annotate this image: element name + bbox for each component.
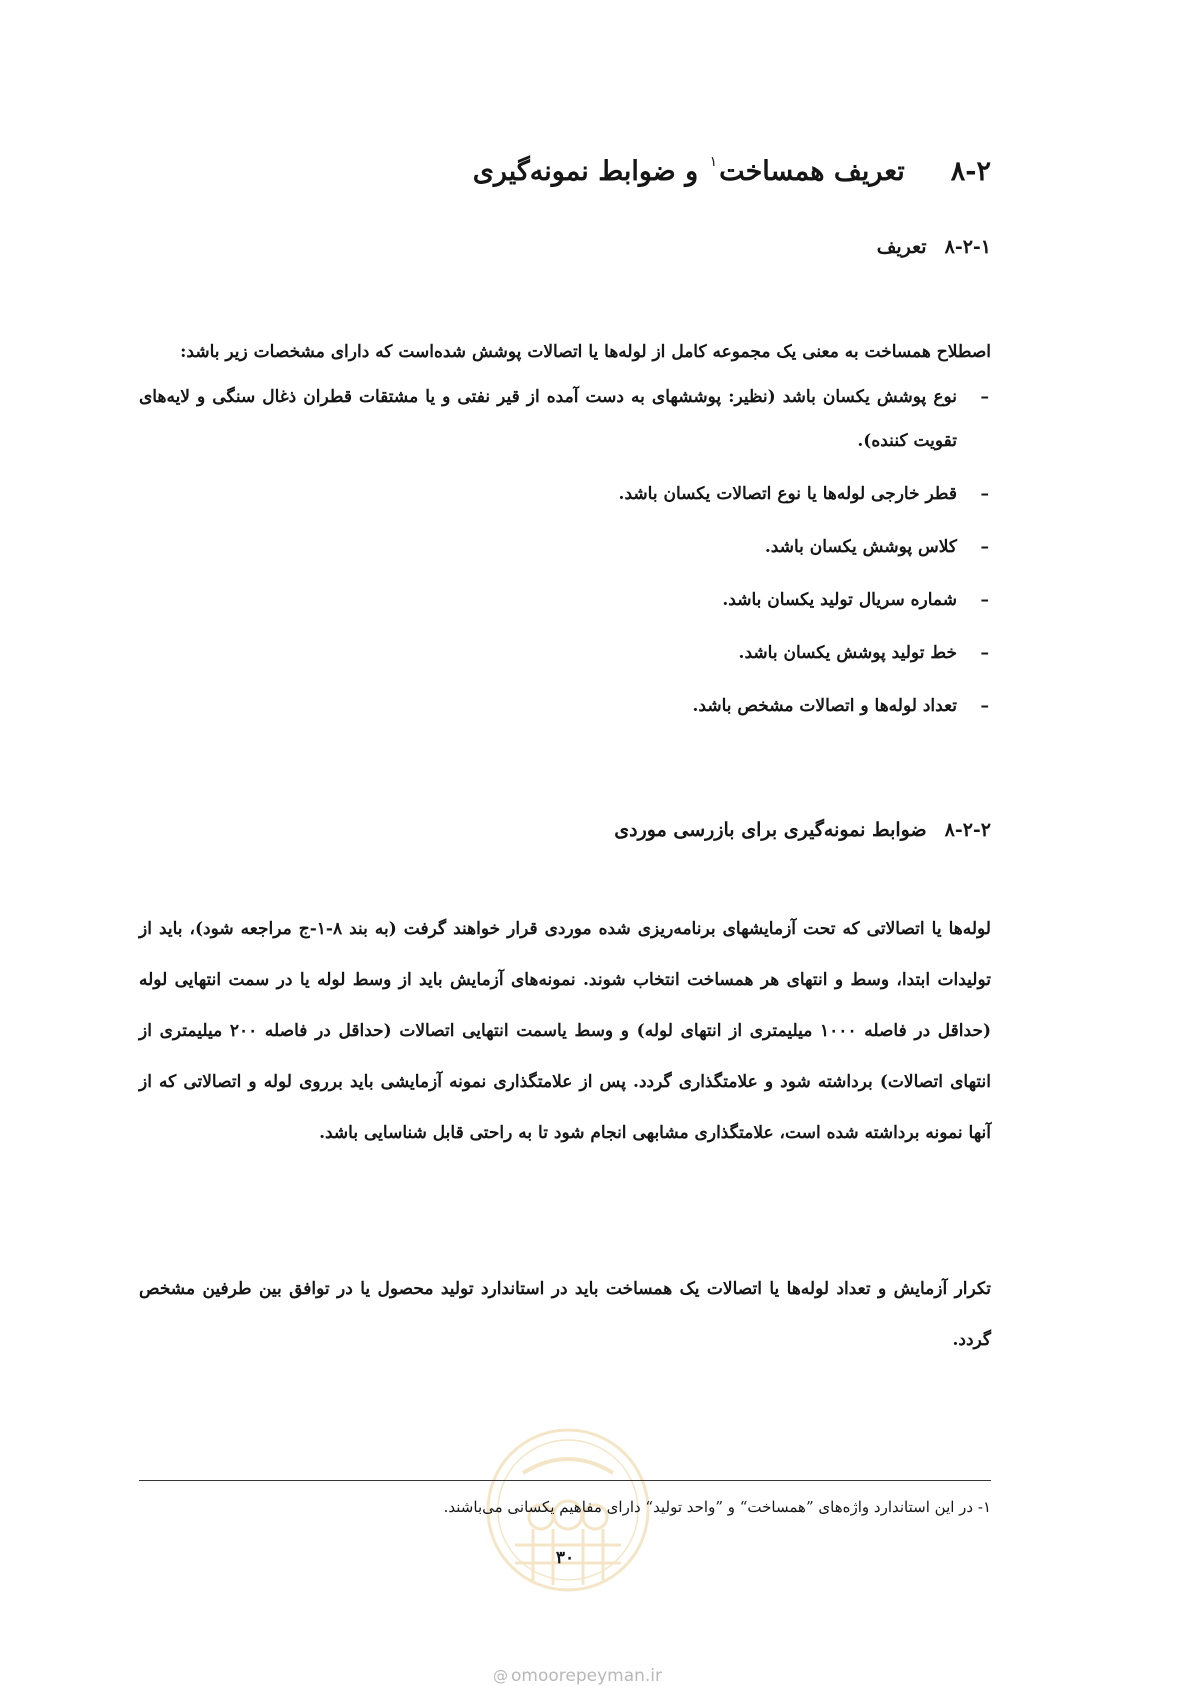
repeat-block bbox=[139, 1264, 991, 1366]
subsection-heading-definition bbox=[877, 232, 991, 262]
list-item-text: شماره سریال تولید یکسان باشد. bbox=[722, 590, 957, 610]
section-heading bbox=[473, 142, 991, 192]
subsection-heading-sampling bbox=[614, 815, 991, 845]
definition-block bbox=[139, 330, 991, 737]
list-item bbox=[139, 578, 991, 622]
list-item-text: خط تولید پوشش یکسان باشد. bbox=[738, 643, 957, 663]
sampling-block bbox=[139, 904, 991, 1159]
bullet-dash: – bbox=[980, 590, 989, 610]
footnote-divider bbox=[139, 1480, 991, 1481]
bullet-dash: – bbox=[980, 643, 989, 663]
bullet-dash: – bbox=[980, 696, 989, 716]
section-title-part-b: و ضوابط نمونه‌گیری bbox=[472, 156, 708, 187]
page-number: ۳۰ bbox=[555, 1548, 575, 1568]
at-icon: @ bbox=[493, 1667, 508, 1685]
footnote-text: ۱- در این استاندارد واژه‌های ”همساخت“ و ”واحد تولید“ دارای مفاهیم یکسانی می‌باشند. bbox=[443, 1498, 991, 1516]
section-number: ۸-۲ bbox=[950, 156, 991, 187]
section-title-part-a: تعریف همساخت bbox=[719, 156, 905, 187]
list-item-text: نوع پوشش یکسان باشد (نظیر: پوششهای به دست آمده از قیر نفتی و یا مشتقات قطران ذغال سنگی و لایه‌های تقویت کننده). bbox=[139, 387, 957, 451]
website-text: omoorepeyman.ir bbox=[511, 1666, 663, 1686]
list-item bbox=[139, 375, 991, 463]
list-item bbox=[139, 684, 991, 728]
list-item bbox=[139, 472, 991, 516]
list-item-text: کلاس پوشش یکسان باشد. bbox=[764, 537, 957, 557]
repeat-test-paragraph: تکرار آزمایش و تعداد لوله‌ها یا اتصالات یک همساخت باید در استاندارد تولید محصول یا در توافق بین طرفین مشخص گردد. bbox=[139, 1279, 991, 1350]
subsection-number: ۸-۲-۲ bbox=[944, 819, 991, 841]
list-item-text: تعداد لوله‌ها و اتصالات مشخص باشد. bbox=[692, 696, 957, 716]
subsection-title: ضوابط نمونه‌گیری برای بازرسی موردی bbox=[614, 819, 927, 841]
subsection-number: ۸-۲-۱ bbox=[944, 236, 991, 258]
list-item bbox=[139, 631, 991, 675]
bullet-dash: – bbox=[980, 484, 989, 504]
bullet-dash: – bbox=[980, 537, 989, 557]
list-item-text: قطر خارجی لوله‌ها یا نوع اتصالات یکسان باشد. bbox=[618, 484, 957, 504]
footnote-reference[interactable]: ۱ bbox=[709, 154, 718, 170]
list-item bbox=[139, 525, 991, 569]
watermark-website bbox=[493, 1666, 662, 1686]
characteristics-list bbox=[139, 375, 991, 728]
subsection-title: تعریف bbox=[876, 236, 927, 258]
bullet-dash: – bbox=[980, 387, 989, 407]
intro-paragraph: اصطلاح همساخت به معنی یک مجموعه کامل از لوله‌ها یا اتصالات پوشش شده‌است که دارای مشخصات زیر باشد: bbox=[180, 342, 991, 362]
sampling-paragraph: لوله‌ها یا اتصالاتی که تحت آزمایشهای برنامه‌ریزی شده موردی قرار خواهند گرفت (به بند ۸-۱-ج مراجعه شود)، باید از تولیدات ابتدا، وسط و انتهای هر همساخت انتخاب شوند. نمونه‌های آزمایش باید از وسط لوله یا در سمت انتهایی لوله (حداقل در فاصله ۱۰۰۰ میلیمتری از انتهای لوله) و وسط یاسمت انتهایی اتصالات (حداقل در فاصله ۲۰۰ میلیمتری از انتهای اتصالات) برداشته شود و علامتگذاری گردد. پس از علامتگذاری نمونه آزمایشی باید برروی لوله و اتصالاتی که از آنها نمونه برداشته شده است، علامتگذاری مشابهی انجام شود تا به راحتی قابل شناسایی باشد. bbox=[139, 919, 991, 1143]
